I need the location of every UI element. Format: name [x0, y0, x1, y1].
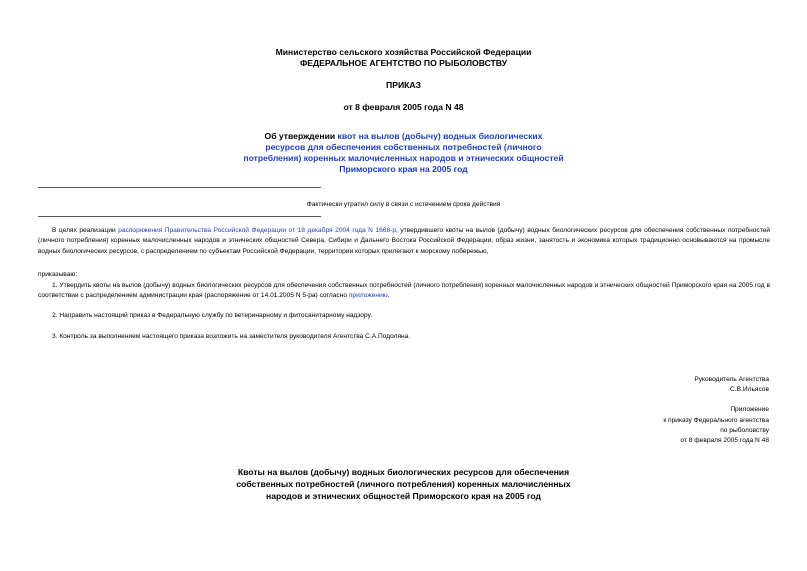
status-note: Фактически утратил силу в связи с истечением срока действия — [306, 201, 501, 208]
order-item-1 — [38, 281, 770, 302]
document-date-number: от 8 февраля 2005 года N 48 — [343, 102, 464, 112]
agency-name: ФЕДЕРАЛЬНОЕ АГЕНТСТВО ПО РЫБОЛОВСТВУ — [299, 58, 508, 68]
appendix-title-line-1: Квоты на вылов (добычу) водных биологических ресурсов для обеспечения — [237, 467, 570, 477]
preamble-rest: , утвердившего квоты на вылов (добычу) водных биологических ресурсов для обеспечения собственных потребностей (личного потребления) коренных малочисленных народов и этнических общностей Севера, Сибири и Дальнего Востока Российской Федерации, образ жизни, занятость и экономика которых традиционно основываются на промысле водных биологических ресурсов, с распределением по субъектам Российской Федерации, территории которых прилегают к морскому побережью, — [38, 227, 770, 255]
appendix-ref-line-2: к приказу Федерального агентства — [663, 417, 769, 424]
title-line-3[interactable]: потребления) коренных малочисленных народов и этнических общностей — [243, 153, 564, 163]
title-quota-link[interactable]: квот на вылов (добычу) водных биологических — [337, 131, 543, 141]
preamble-start: В целях реализации — [52, 227, 119, 234]
signature-position: Руководитель Агентства — [694, 376, 769, 383]
title-line-1 — [200, 131, 607, 142]
order-item-3: 3. Контроль за выполнением настоящего приказа возложить на заместителя руководителя Агентства С.А.Подоляна. — [52, 333, 411, 340]
preamble-paragraph — [38, 226, 770, 257]
appendix-ref-line-4: от 8 февраля 2005 года N 48 — [680, 437, 769, 444]
order-item-2: 2. Направить настоящий приказ в Федеральную службу по ветеринарному и фитосанитарному надзору. — [52, 312, 373, 319]
separator-line-2 — [38, 216, 321, 217]
appendix-ref-line-3: по рыболовству — [720, 427, 769, 434]
signature-name: С.В.Ильясов — [730, 386, 769, 393]
order-word: приказываю: — [38, 271, 78, 278]
title-prefix: Об утверждении — [264, 131, 338, 141]
document-title — [200, 131, 607, 175]
appendix-title-line-3: народов и этнических общностей Приморского края на 2005 год — [266, 491, 541, 501]
title-line-4[interactable]: Приморского края на 2005 год — [339, 164, 468, 174]
separator-line — [38, 187, 321, 188]
item-1-end: . — [387, 292, 390, 300]
ministry-name: Министерство сельского хозяйства Российской Федерации — [275, 47, 532, 57]
appendix-link[interactable]: приложению — [348, 292, 388, 300]
appendix-title-line-2: собственных потребностей (личного потребления) коренных малочисленных — [236, 479, 571, 489]
government-order-link[interactable]: распоряжения Правительства Российской Федерации от 18 декабря 2004 года N 1668-р — [118, 227, 396, 234]
appendix-label: Приложение — [730, 406, 769, 413]
document-type: ПРИКАЗ — [386, 80, 421, 90]
appendix-title — [100, 466, 707, 502]
item-1-text: 1. Утвердить квоты на вылов (добычу) водных биологических ресурсов для обеспечения собственных потребностей (личного потребления) коренных малочисленных народов и этнических общностей Приморского края на 2005 год в соответствии с распределением администрации края (распоряжение от 14.01.2005 N 5-ра) согласно — [38, 282, 770, 300]
title-line-2[interactable]: ресурсов для обеспечения собственных потребностей (личного — [265, 142, 542, 152]
